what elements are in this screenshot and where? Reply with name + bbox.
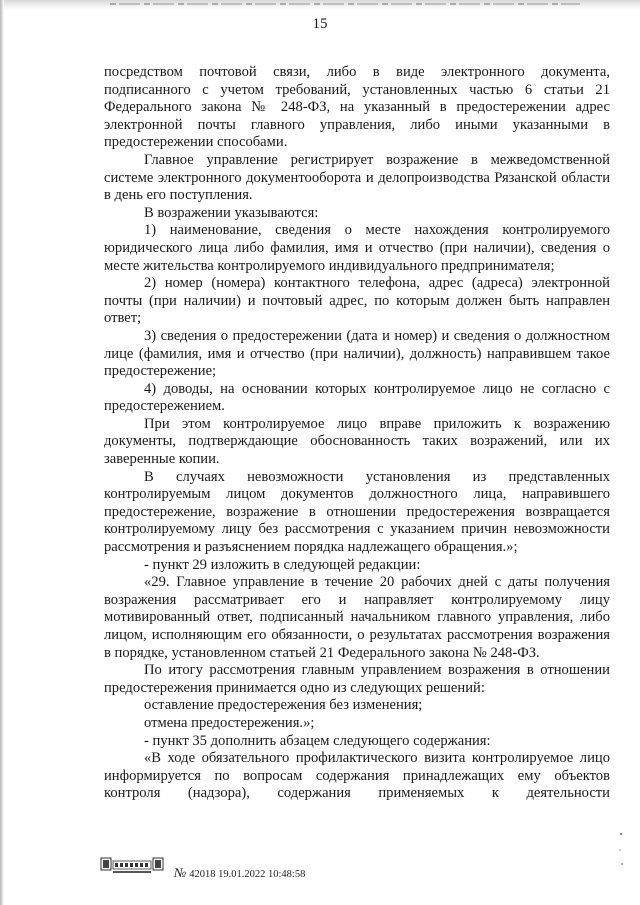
document-registration-id [174, 865, 305, 881]
margin-marks [616, 830, 626, 870]
paragraph: 3) сведения о предостережении (дата и номер) и сведения о должностном лице (фамилия, имя и отчество (при наличии), должность) направившем такое предостережение; [104, 327, 610, 380]
paragraph: «29. Главное управление в течение 20 рабочих дней с даты получения возражения рассматривает его и направляет контролируемому лицу мотивированный ответ, подписанный начальником главного управления, либо лицом, исполняющим его обязанности, о результатах рассмотрения возражения в порядке, установленном статьей 21 Федерального закона № 248-ФЗ. [104, 574, 610, 661]
scan-edge-top [0, 0, 640, 10]
page-number: 15 [312, 16, 328, 32]
paragraph: При этом контролируемое лицо вправе приложить к возражению документы, подтверждающие обоснованность таких возражений, или их заверенные копии. [104, 415, 610, 468]
paragraph: отмена предостережения.»; [144, 714, 315, 731]
paragraph: оставление предостережения без изменения; [144, 697, 423, 714]
number-sign: № [174, 865, 187, 880]
paragraph: 1) наименование, сведения о месте нахождения контролируемого юридического лица либо фамилия, имя и отчество (при наличии), сведения о месте жительства контролируемого индивидуального предпринимателя; [104, 222, 610, 274]
scan-edge-left [0, 0, 4, 905]
paragraph: - пункт 29 изложить в следующей редакции: [144, 556, 421, 573]
paragraph: «В ходе обязательного профилактического визита контролируемое лицо информируется по вопросам содержания принадлежащих ему объектов контроля (надзора), содержания применяемых к деятельности [104, 750, 610, 802]
paragraph: Главное управление регистрирует возражение в межведомственной системе электронного документооборота и делопроизводства Рязанской области в день его поступления. [104, 151, 610, 204]
footer [100, 848, 420, 888]
document-body [104, 64, 610, 803]
registration-stamp-text: 42018 19.01.2022 10:48:58 [189, 869, 306, 880]
paragraph: - пункт 35 дополнить абзацем следующего содержания: [144, 732, 491, 749]
paragraph: По итогу рассмотрения главным управлением возражения в отношении предостережения принимается одно из следующих решений: [104, 662, 610, 696]
paragraph: посредством почтовой связи, либо в виде электронного документа, подписанного с учетом требований, установленных частью 6 статьи 21 Федерального закона № 248-ФЗ, на указанный в предостережении адрес электронной почты главного управления, либо иными указанными в предостережении способами. [104, 64, 610, 151]
paragraph: В случаях невозможности установления из представленных контролируемым лицом документов должностного лица, направившего предостережение, возражение в отношении предостережения возвращается контролируемому лицу без рассмотрения с указанием причин невозможности рассмотрения и разъяснением порядка надлежащего обращения.»; [104, 468, 610, 556]
paragraph: В возражении указываются: [144, 204, 319, 221]
registry-stamp-icon [100, 856, 164, 876]
paragraph: 2) номер (номера) контактного телефона, адрес (адреса) электронной почты (при наличии) и почтовый адрес, по которым должен быть направлен ответ; [104, 275, 610, 327]
paragraph: 4) доводы, на основании которых контролируемое лицо не согласно с предостережением. [104, 380, 610, 415]
